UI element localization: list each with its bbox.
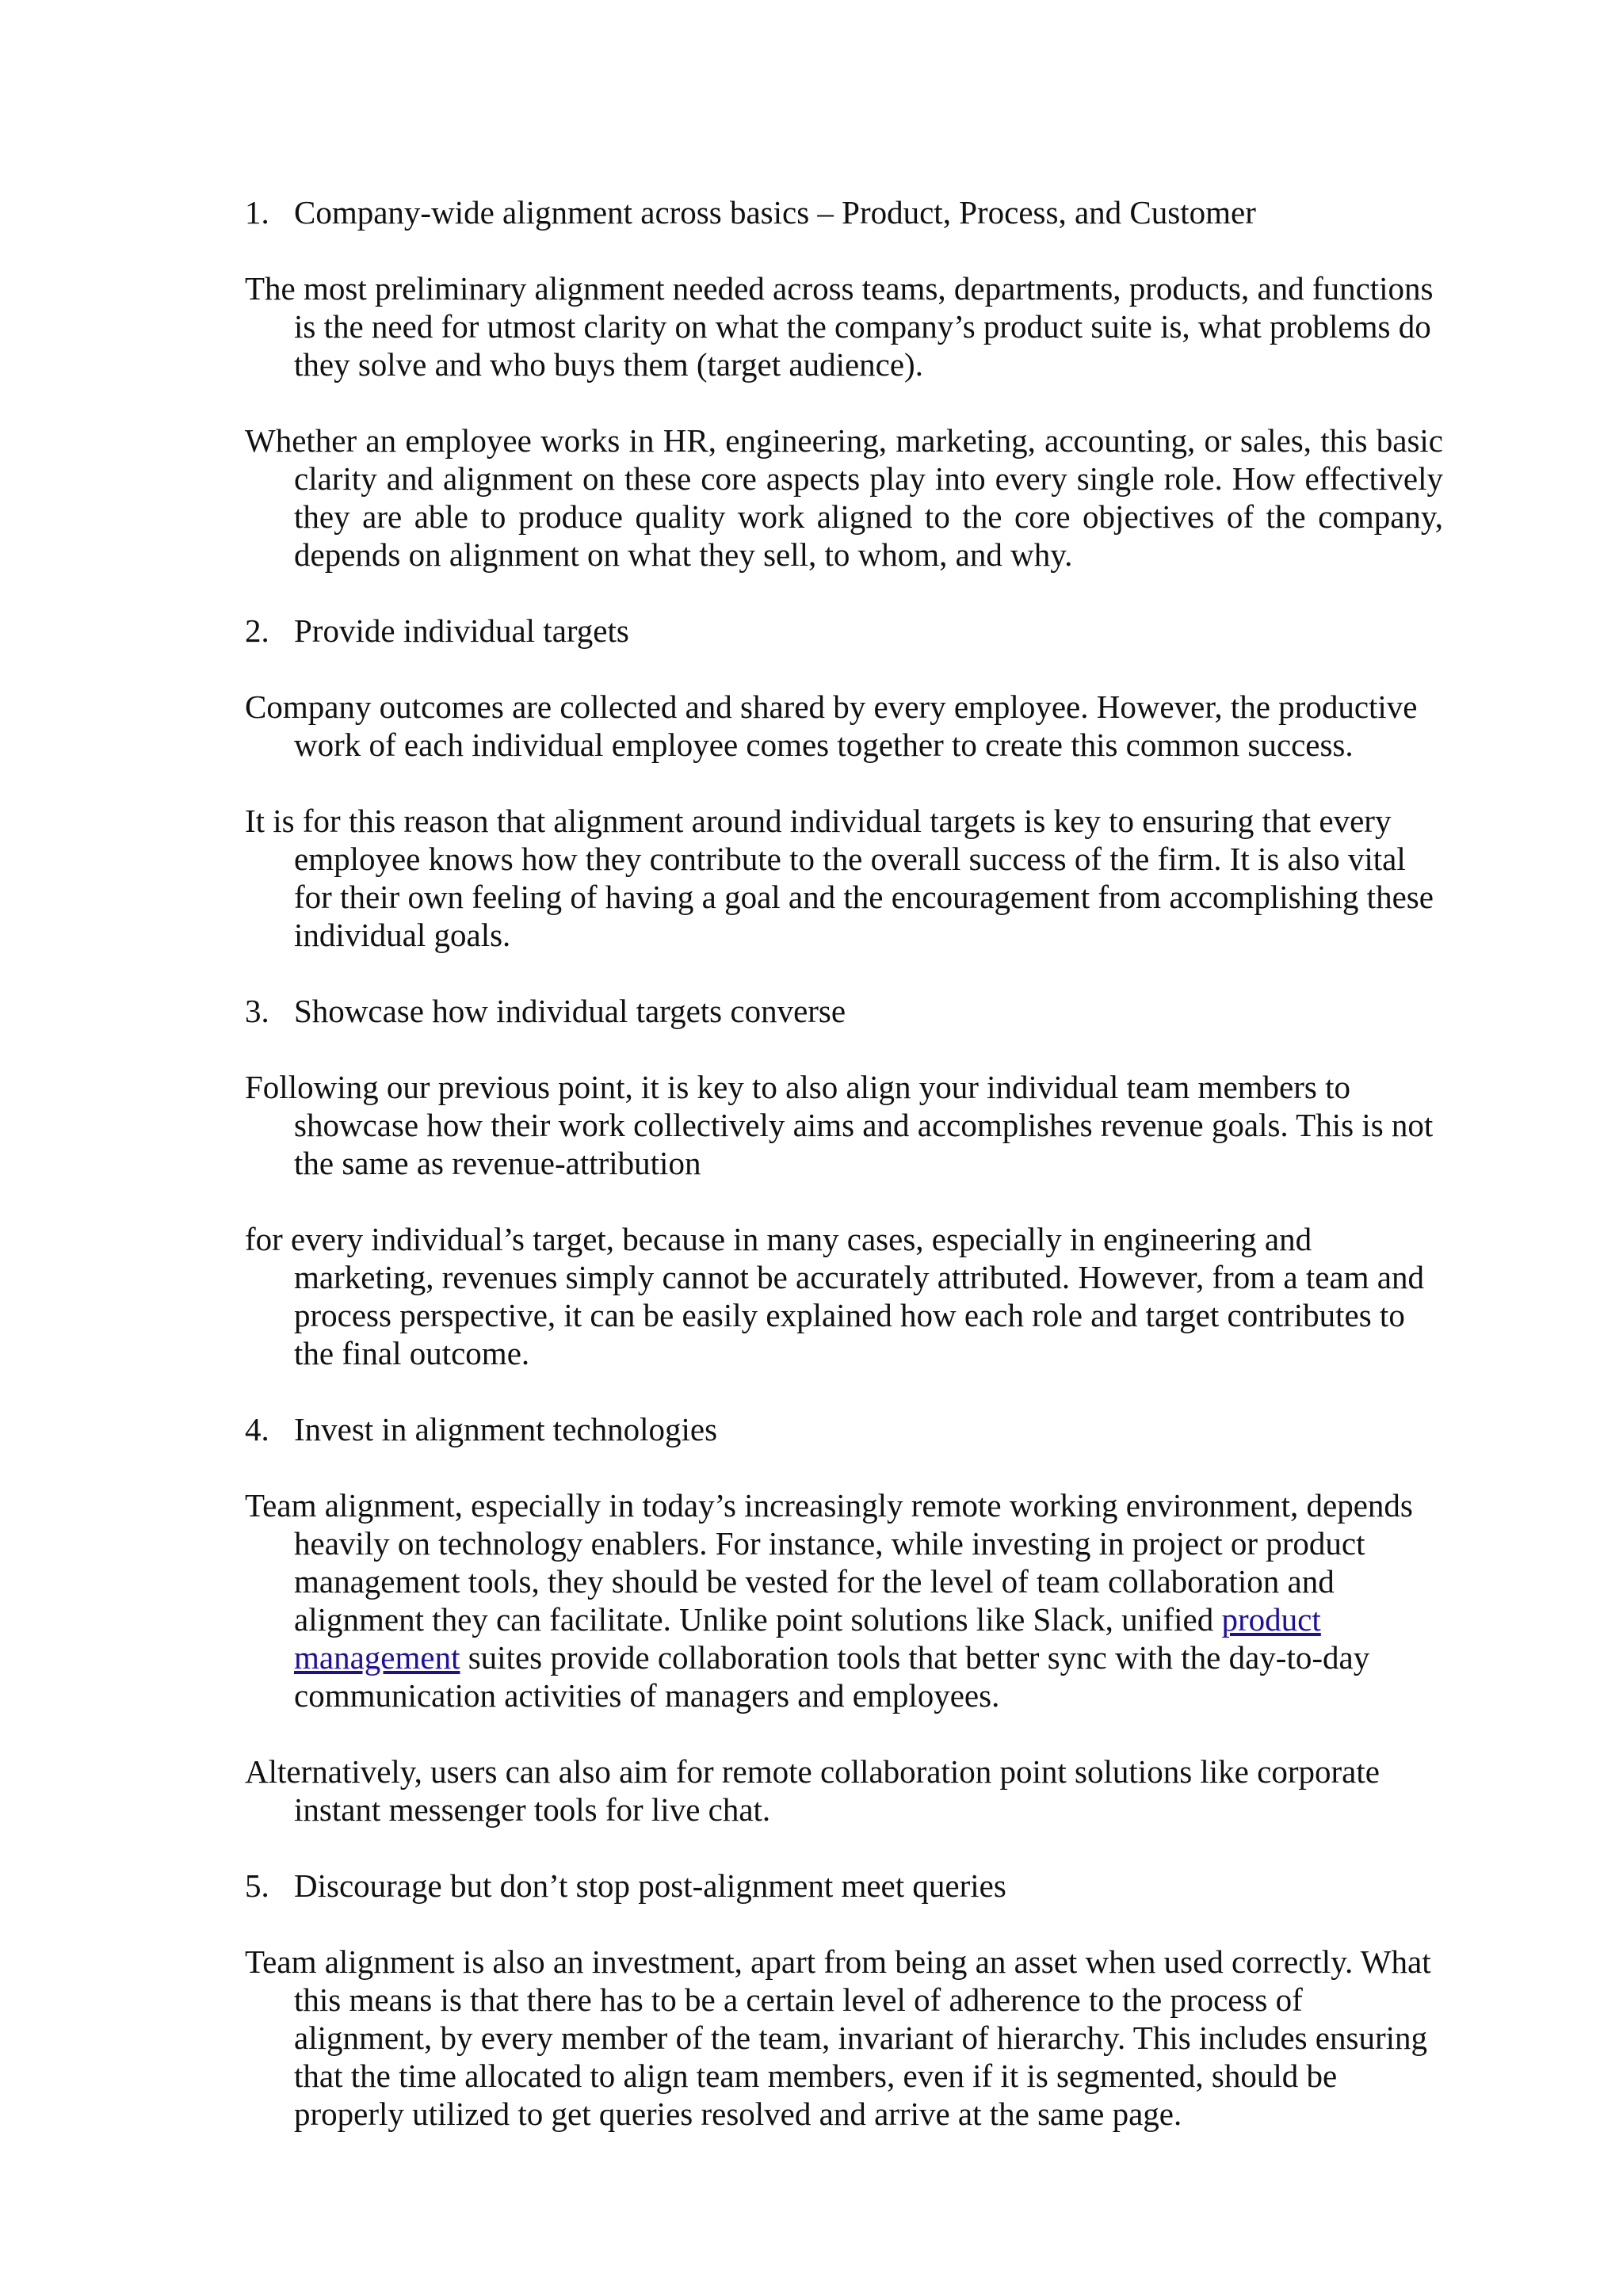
section-heading-3 (245, 992, 1443, 1030)
paragraph: for every individual’s target, because in many cases, especially in engineering and marketing, revenues simply cannot be accurately attributed. However, from a team and process perspective, it can be easily explained how each role and target contributes to the final outcome. (245, 1221, 1424, 1371)
section-number: 2. (245, 612, 269, 649)
paragraph: Whether an employee works in HR, engineering, marketing, accounting, or sales, this basic clarity and alignment on these core aspects play into every single role. How effectively they are able to produce quality work aligned to the core objectives of the company, depends on alignment on what they sell, to whom, and why. (245, 422, 1443, 573)
paragraph: Team alignment is also an investment, apart from being an asset when used correctly. What this means is that there has to be a certain level of adherence to the process of alignment, by every member of the team, invariant of hierarchy. This includes ensuring that the time allocated to align team members, even if it is segmented, should be properly utilized to get queries resolved and arrive at the same page. (245, 1943, 1431, 2132)
section-heading-4 (245, 1410, 1443, 1448)
section-number: 4. (245, 1411, 269, 1447)
paragraph: The most preliminary alignment needed across teams, departments, products, and functions is the need for utmost clarity on what the company’s product suite is, what problems do they solve and who buys them (target audience). (245, 270, 1434, 383)
section-number: 1. (245, 194, 269, 231)
paragraph-text: suites provide collaboration tools that better sync with the day-to-day communication activities of managers and employees. (294, 1639, 1370, 1714)
section-heading-2 (245, 612, 1443, 650)
paragraph: Following our previous point, it is key to also align your individual team members to showcase how their work collectively aims and accomplishes revenue goals. This is not the same as revenue-attribution (245, 1069, 1434, 1181)
section-title: Showcase how individual targets converse (294, 993, 846, 1029)
paragraph: Company outcomes are collected and shared by every employee. However, the productive work of each individual employee comes together to create this common success. (245, 688, 1418, 763)
product-management-link[interactable]: product management (294, 1601, 1321, 1676)
paragraph-text: Team alignment, especially in today’s increasingly remote working environment, depends heavily on technology enablers. For instance, while investing in project or product management tools, they should be vested for the level of team collaboration and alignment they can facilitate. Unlike point solutions like Slack, unified (245, 1487, 1413, 1638)
section-title: Invest in alignment technologies (294, 1411, 718, 1447)
section-title: Provide individual targets (294, 612, 629, 649)
document-page (245, 193, 1443, 2171)
section-number: 3. (245, 993, 269, 1029)
section-title: Discourage but don’t stop post-alignment meet queries (294, 1867, 1006, 1904)
paragraph: Alternatively, users can also aim for remote collaboration point solutions like corporate instant messenger tools for live chat. (245, 1753, 1380, 1828)
paragraph: It is for this reason that alignment around individual targets is key to ensuring that every employee knows how they contribute to the overall success of the firm. It is also vital for their own feeling of having a goal and the encouragement from accomplishing these individual goals. (245, 803, 1434, 953)
section-title: Company-wide alignment across basics – Product, Process, and Customer (294, 194, 1256, 231)
section-heading-5 (245, 1867, 1443, 1905)
section-number: 5. (245, 1867, 269, 1904)
paragraph-with-link (245, 1486, 1443, 1714)
section-heading-1 (245, 193, 1443, 231)
